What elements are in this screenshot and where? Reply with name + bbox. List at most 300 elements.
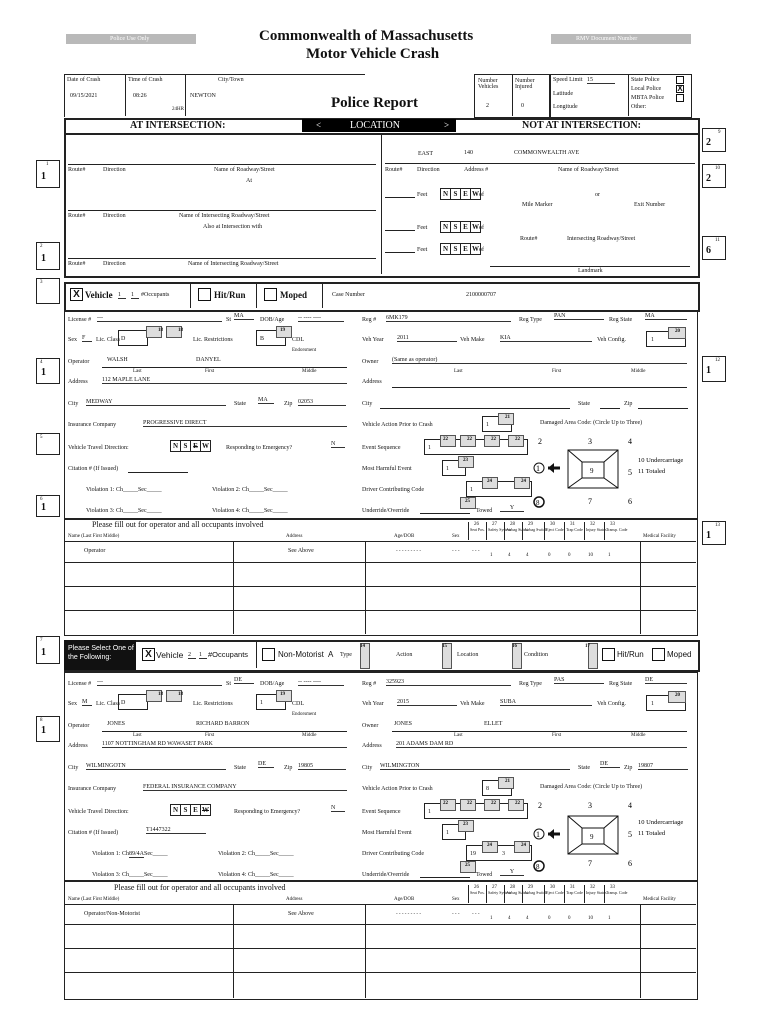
code-col-label: Injury Status [586,890,607,895]
v2-operator-last: JONES [107,721,126,727]
v2-owner-last-caption: Last [454,733,463,738]
side-box-13-label: 13 [715,523,720,528]
v1-contrib-label: Driver Contributing Code [362,487,424,493]
code-col-divider [468,885,469,903]
v1-owner-label: Owner [362,359,379,365]
rmv-label: RMV Document Number [576,36,638,42]
v1-harmful-value: 1 [446,466,449,472]
v2-st-label: St [226,681,232,687]
nsew-3[interactable]: N S E W [440,243,480,255]
num-injured-value: 0 [521,103,524,109]
occ2-row-name: Operator/Non-Motorist [84,911,140,917]
occ2-medical-header: Medical Facility [643,897,676,902]
v1-lic-restr-label: Lic. Restrictions [193,337,233,343]
direction-label-3: Direction [103,261,126,267]
non-motorist-checkbox[interactable] [262,648,275,661]
side-box-6-value: 1 [41,502,46,513]
v1-veh-year-value: 2011 [397,335,457,342]
svg-text:3: 3 [588,437,592,446]
v2-override-label: Underride/Override [362,872,410,878]
direction-label-4: Direction [417,167,440,173]
v2-city-value: WILMINGOTN [86,763,226,770]
v1-city-label: City [68,401,79,407]
code-col-label: Trap Code [566,527,583,532]
speed-limit-label: Speed Limit [553,77,583,83]
nsew-2[interactable]: N S E W [440,221,480,233]
svg-text:3: 3 [588,801,592,810]
code-col-label: Seat Pos. [470,890,485,895]
v1-address-label: Address [68,379,88,385]
roadway-label-1: Name of Roadway/Street [214,167,275,173]
vehicle1-hitrun-label: Hit/Run [214,290,246,300]
side-box-11-label: 11 [715,238,720,243]
vehicle1-moped-checkbox[interactable] [264,288,277,301]
v1-towed-label: Towed [476,508,493,514]
v2-dob-label: DOB/Age [260,681,285,687]
vehicle2-checkbox[interactable]: X [142,648,155,661]
v1-code-24a-label: 24 [487,479,492,484]
mile-marker-label: Mile Marker [522,202,553,208]
v2-owner-address-label: Address [362,743,382,749]
side-box-1-label: 1 [46,162,49,167]
v1-event-label: Event Sequence [362,445,401,451]
code-col-number: 32 [590,885,595,890]
v1-st-value: MA [234,313,254,320]
state-police-label: State Police [631,77,660,83]
code-col-number: 26 [474,885,479,890]
code-col-number: 26 [474,522,479,527]
speed-limit-value: 15 [587,77,615,84]
code-col-number: 31 [570,885,575,890]
code-col-value: 1 [490,916,493,921]
side-box-2-value: 1 [41,253,46,264]
latitude-label: Latitude [553,91,573,97]
at-label: At [246,178,252,184]
address-number-value: 140 [464,150,473,156]
code-col-label: Eject Code [546,890,564,895]
nsew-1[interactable]: N S E W [440,188,480,200]
v1-owner-state-label: State [578,401,590,407]
other-label: Other: [631,104,647,110]
vehicle1-occupants: 1 [131,292,139,299]
side-box-8-value: 1 [41,725,46,736]
v1-damage-label: Damaged Area Code: (Circle Up to Three) [540,420,643,426]
v2-contrib-value: 19 [470,851,476,857]
direction-label-1: Direction [103,167,126,173]
svg-text:5: 5 [628,830,632,839]
mbta-police-checkbox[interactable] [676,94,684,102]
code-col-divider [604,885,605,903]
v1-zip-label: Zip [284,401,293,407]
vehicle2-occupants: 1 [199,652,207,659]
num-vehicles-value: 2 [486,103,489,109]
v2-dob-value: -- ---- ---- [298,679,344,686]
v2-operator-first: RICHARD BARRON [196,721,250,727]
side-box-2-label: 2 [40,244,43,249]
time-value: 08:26 [133,93,147,99]
v2-emergency-label: Responding to Emergency? [234,809,301,815]
v1-harmful-label: Most Harmful Event [362,466,412,472]
mbta-police-label: MBTA Police [631,95,665,101]
v1-insurance-value: PROGRESSIVE DIRECT [143,420,347,427]
form-title: Commonwealth of Massachusetts [259,28,474,44]
v2-license-label: License # [68,681,92,687]
non-motorist-label: Non-Motorist [278,650,324,659]
v1-reg-state-value: MA [645,313,687,320]
date-label: Date of Crash [67,77,101,83]
v2-owner-middle-caption: Middle [631,733,646,738]
code-col-number: 29 [528,522,533,527]
v2-veh-make-label: Veh Make [460,701,485,707]
v1-code-18a-label: 18 [158,328,163,333]
code-col-number: 27 [492,522,497,527]
code-col-number: 33 [610,885,615,890]
v2-owner-address: 201 ADAMS DAM RD [396,741,687,748]
v1-lic-class-value: D [121,336,126,342]
occ1-name-header: Name (Last First Middle) [68,534,120,539]
vehicle2-moped-label: Moped [667,650,692,659]
side-box-10-label: 10 [715,166,720,171]
v2-sex-value: M [82,699,92,706]
vehicle2-number: 2 [188,652,196,659]
code-col-number: 33 [610,522,615,527]
v2-reg-label: Reg # [362,681,377,687]
svg-text:7: 7 [588,859,592,868]
occupants2-table [64,880,698,1000]
v2-lic-class-label: Lic. Class [96,701,120,707]
side-box-6-label: 6 [40,497,43,502]
v2-event-label: Event Sequence [362,809,401,815]
v2-reg-state-value: DE [645,677,687,684]
side-box-9-value: 2 [706,137,711,148]
code-col-label: Safety System [488,890,511,895]
v2-citation-label: Citation # (If Issued) [68,830,119,836]
v2-zip-value: 19805 [298,763,346,770]
v2-lic-restr-value: 1 [260,700,263,706]
v2-veh-year-value: 2015 [397,699,457,706]
v2-contrib-label: Driver Contributing Code [362,851,424,857]
v1-operator-label: Operator [68,359,90,365]
code-col-divider [604,522,605,540]
vehicle1-moped-label: Moped [280,290,307,300]
occ2-row-address: See Above [288,911,314,917]
v1-reg-type-value: PAN [554,313,604,320]
side-box-12-value: 1 [706,365,711,376]
v1-lic-restr-value: B [260,336,265,342]
v1-reg-label: Reg # [362,317,377,323]
svg-text:2: 2 [538,801,542,810]
occupants1-table [64,518,698,636]
v1-code-22a-label: 22 [443,437,448,442]
route-label-1: Route# [68,167,86,173]
v2-owner-state-label: State [578,765,590,771]
landmark-label: Landmark [578,268,603,274]
v2-license-value: --- [97,679,222,686]
code-col-divider [486,522,487,540]
vehicle2-hitrun-checkbox[interactable] [602,648,615,661]
v1-code-23-label: 23 [463,458,468,463]
v1-towed-value: Y [500,505,524,512]
v1-violation4: Violation 4: Ch_____Sec_____ [212,508,288,514]
v1-totaled: 11 Totaled [638,468,666,475]
nm-location-label: Location [457,652,479,658]
svg-text:6: 6 [628,859,632,868]
vehicle1-number: 1 [118,292,126,299]
vehicle1-hitrun-checkbox[interactable] [198,288,211,301]
code-col-value: 0 [548,553,551,558]
v1-reg-type-label: Reg Type [519,317,542,323]
v2-damage-diagram[interactable] [530,796,700,876]
of-label-3: of [479,247,484,253]
code-col-divider [522,885,523,903]
subtitle-report: Police Report [331,95,419,111]
code-col-label: Safety System [488,527,511,532]
date-value: 09/15/2021 [70,93,98,99]
time-label: Time of Crash [128,77,163,83]
occ1-row-seat: - - - [472,549,480,554]
svg-text:2: 2 [538,437,542,446]
code-col-divider [504,522,505,540]
v1-code-22c-label: 22 [491,437,496,442]
occ1-medical-header: Medical Facility [643,534,676,539]
v2-violation2: Violation 2: Ch_____Sec_____ [218,851,294,857]
also-at-label: Also at Intersection with [203,224,263,230]
code-col-value: 0 [568,916,571,921]
side-box-9-label: 9 [718,130,721,135]
route-label-2: Route# [68,213,86,219]
v2-travel-nsew[interactable]: N S E W [170,804,210,816]
v1-city-value: MEDWAY [86,399,226,406]
v2-harmful-value: 1 [446,830,449,836]
svg-text:8: 8 [536,499,540,507]
side-box-3-label: 3 [40,280,43,285]
v1-owner-city-label: City [362,401,373,407]
v2-cdl-label: CDL [292,701,304,707]
code-col-label: Transp. Code [606,527,628,532]
v2-action-label: Vehicle Action Prior to Crash [362,786,433,792]
code-col-number: 30 [550,885,555,890]
v1-dob-value: -- ---- ---- [298,315,344,322]
code-col-number: 28 [510,885,515,890]
nm-type-label: Type [340,652,352,658]
v1-middle-caption: Middle [302,369,317,374]
longitude-label: Longitude [553,104,578,110]
intersecting-label-1: Name of Intersecting Roadway/Street [179,213,270,219]
code-col-value: 1 [608,916,611,921]
v1-veh-make-value: KIA [500,335,592,342]
v1-insurance-label: Insurance Company [68,422,117,428]
route-label-5: Route# [520,236,538,242]
direction-value: EAST [418,151,433,157]
v2-owner-first: ELLET [484,721,503,727]
code-col-divider [468,522,469,540]
route-label-4: Route# [385,167,403,173]
v2-state-label: State [234,765,246,771]
v1-code-22d-label: 22 [515,437,520,442]
side-box-4-label: 4 [40,360,43,365]
v2-sex-label: Sex [68,701,77,707]
v1-zip-value: 02053 [298,399,346,406]
code-col-divider [504,885,505,903]
v2-reg-value: 325923 [386,679,511,686]
v1-veh-make-label: Veh Make [460,337,485,343]
v1-violation1: Violation 1: Ch_____Sec_____ [86,487,162,493]
city-label: City/Town [218,77,244,83]
code-col-divider [522,522,523,540]
v2-damage-label: Damaged Area Code: (Circle Up to Three) [540,784,643,790]
svg-text:1: 1 [536,464,540,473]
or-label: or [595,192,600,198]
v2-towed-value: Y [500,869,524,876]
v2-lic-restr-label: Lic. Restrictions [193,701,233,707]
svg-text:8: 8 [536,863,540,871]
code-col-value: 4 [508,916,511,921]
side-box-13-value: 1 [706,530,711,541]
code-col-number: 30 [550,522,555,527]
v1-code-25-label: 25 [465,499,470,504]
occ1-fill-label: Please fill out for operator and all occupants involved [92,520,264,529]
occ1-address-header: Address [286,534,303,539]
v2-address-label: Address [68,743,88,749]
v2-violation4: Violation 4: Ch_____Sec_____ [218,872,294,878]
v2-zip-label: Zip [284,765,293,771]
v1-st-label: St [226,317,232,323]
side-box-5-label: 5 [40,435,43,440]
v2-action-value: 8 [486,786,489,792]
v1-citation-label: Citation # (If Issued) [68,466,119,472]
v2-middle-caption: Middle [302,733,317,738]
v2-veh-year-label: Veh Year [362,701,384,707]
v1-license-label: License # [68,317,92,323]
v2-owner-city: WILMINGTON [380,763,570,770]
v1-owner-address-label: Address [362,379,382,385]
v1-sex-value: F [82,335,92,342]
v1-owner-first-caption: First [552,369,562,374]
v2-veh-config-value: 1 [651,701,654,707]
code-col-number: 29 [528,885,533,890]
location-right-arrow: > [444,120,450,130]
occ1-row-name: Operator [84,548,106,554]
v1-first-caption: First [205,369,215,374]
svg-text:6: 6 [628,497,632,506]
occ1-age-header: Age/DOB [394,534,415,539]
v2-insurance-label: Insurance Company [68,786,117,792]
code-col-label: Airbag Status [506,527,528,532]
local-police-checkbox[interactable]: X [677,84,683,93]
svg-text:4: 4 [628,801,632,810]
v1-code-22b-label: 22 [467,437,472,442]
v2-owner-zip: 19807 [638,763,688,770]
v1-last-caption: Last [133,369,142,374]
v1-code-21-label: 21 [505,415,510,420]
side-box-11-value: 6 [706,245,711,256]
subtitle-crash: Motor Vehicle Crash [306,46,440,62]
local-police-label: Local Police [631,86,662,92]
v2-harmful-label: Most Harmful Event [362,830,412,836]
v1-code-24b-label: 24 [521,479,526,484]
v1-state-label: State [234,401,246,407]
code-col-divider [584,885,585,903]
v1-license-value: --- [97,315,222,322]
v2-event-value: 1 [428,809,431,815]
vehicle2-hitrun-label: Hit/Run [617,650,644,659]
nm-action-label: Action [396,652,413,658]
city-value: NEWTON [190,93,216,99]
v1-undercarriage: 10 Undercarriage [638,457,684,464]
v1-code-19-label: 19 [280,328,285,333]
state-police-checkbox[interactable] [676,76,684,84]
code-col-label: Airbag Switch [524,890,548,895]
v2-city-label: City [68,765,79,771]
street-value: COMMONWEALTH AVE [514,150,580,156]
svg-text:9: 9 [590,833,594,841]
code-col-number: 32 [590,522,595,527]
address-label: Address # [464,167,489,173]
occ1-row-age: - - - - - - - - - [396,549,421,554]
v1-travel-label: Vehicle Travel Direction: [68,445,129,451]
code-col-number: 31 [570,522,575,527]
v1-lic-class-label: Lic. Class [96,337,120,343]
v2-undercarriage: 10 Undercarriage [638,819,684,826]
code-col-divider [564,885,565,903]
side-box-1-value: 1 [41,171,46,182]
v2-citation-value: T1447322 [146,827,206,834]
code-col-value: 1 [608,553,611,558]
v2-insurance-value: FEDERAL INSURANCE COMPANY [143,784,347,791]
code-col-value: 10 [588,553,593,558]
occ1-row-address: See Above [288,548,314,554]
code-col-value: 10 [588,916,593,921]
code-col-value: 1 [490,553,493,558]
svg-text:1: 1 [536,830,540,839]
svg-text:4: 4 [628,437,632,446]
v2-lic-class-value: D [121,700,126,706]
occ2-row-sex: - - - [452,912,460,917]
occ1-row-sex: - - - [452,549,460,554]
location-section [64,118,700,278]
v1-veh-config-value: 1 [651,337,654,343]
code-col-label: Injury Status [586,527,607,532]
vehicle2-occupants-label: #Occupants [208,650,249,659]
v2-contrib-value-2: 3 [502,851,505,857]
code-col-label: Airbag Switch [524,527,548,532]
v1-damage-diagram[interactable] [530,432,700,514]
side-box-7-value: 1 [41,647,46,658]
v1-travel-nsew[interactable]: N S E W [170,440,210,452]
code-col-label: Trap Code [566,890,583,895]
v1-code-20-label: 20 [675,329,680,334]
code-col-divider [486,885,487,903]
vehicle1-checkbox[interactable]: X [70,288,83,301]
intersecting-roadway-label: Intersecting Roadway/Street [567,236,636,242]
police-use-label: Police Use Only [110,36,150,42]
code-col-label: Airbag Status [506,890,528,895]
v1-veh-config-label: Veh Config. [597,337,626,343]
occ2-row-age: - - - - - - - - - [396,912,421,917]
v1-code-18b-label: 18 [178,328,183,333]
v2-owner-state: DE [600,761,620,768]
v2-state-value: DE [258,761,274,768]
vehicle2-label: Vehicle [156,650,184,660]
svg-text:5: 5 [628,468,632,477]
side-box-4-value: 1 [41,367,46,378]
code-col-divider [544,522,545,540]
vehicle2-moped-checkbox[interactable] [652,648,665,661]
of-label-2: of [479,225,484,231]
route-label-3: Route# [68,261,86,267]
v2-last-caption: Last [133,733,142,738]
code-col-divider [544,885,545,903]
